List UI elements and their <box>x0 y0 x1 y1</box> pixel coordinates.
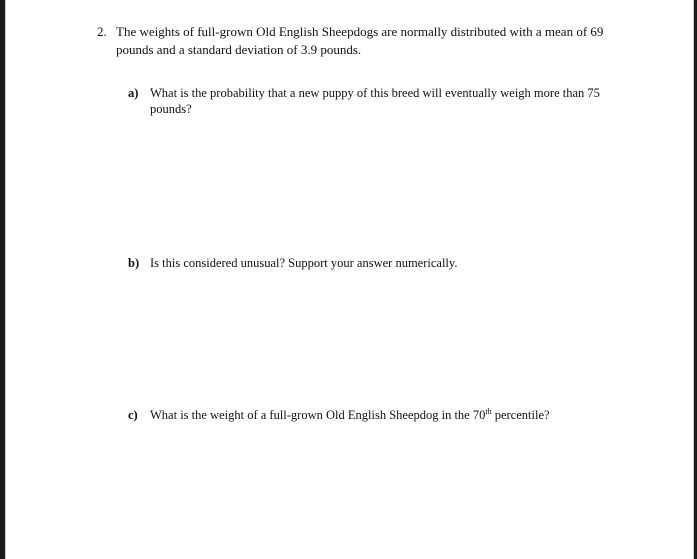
part-b-text: Is this considered unusual? Support your answer numerically. <box>150 256 458 270</box>
part-c-label: c) <box>128 408 138 422</box>
part-c-superscript: th <box>485 406 492 416</box>
part-c-text <box>150 407 600 423</box>
part-c-text-before: What is the weight of a full-grown Old English Sheepdog in the 70 <box>150 408 486 422</box>
part-c-text-after: percentile? <box>491 408 550 422</box>
question-number: 2. <box>97 24 107 39</box>
worksheet-page <box>5 0 694 559</box>
part-b-label: b) <box>128 256 140 270</box>
part-a-label: a) <box>128 86 139 100</box>
question-text: The weights of full-grown Old English Sheepdogs are normally distributed with a mean of 69 pounds and a standard deviation of 3.9 pounds. <box>116 24 604 57</box>
part-a-text: What is the probability that a new puppy of this breed will eventually weigh more than 75 pounds? <box>150 86 600 116</box>
